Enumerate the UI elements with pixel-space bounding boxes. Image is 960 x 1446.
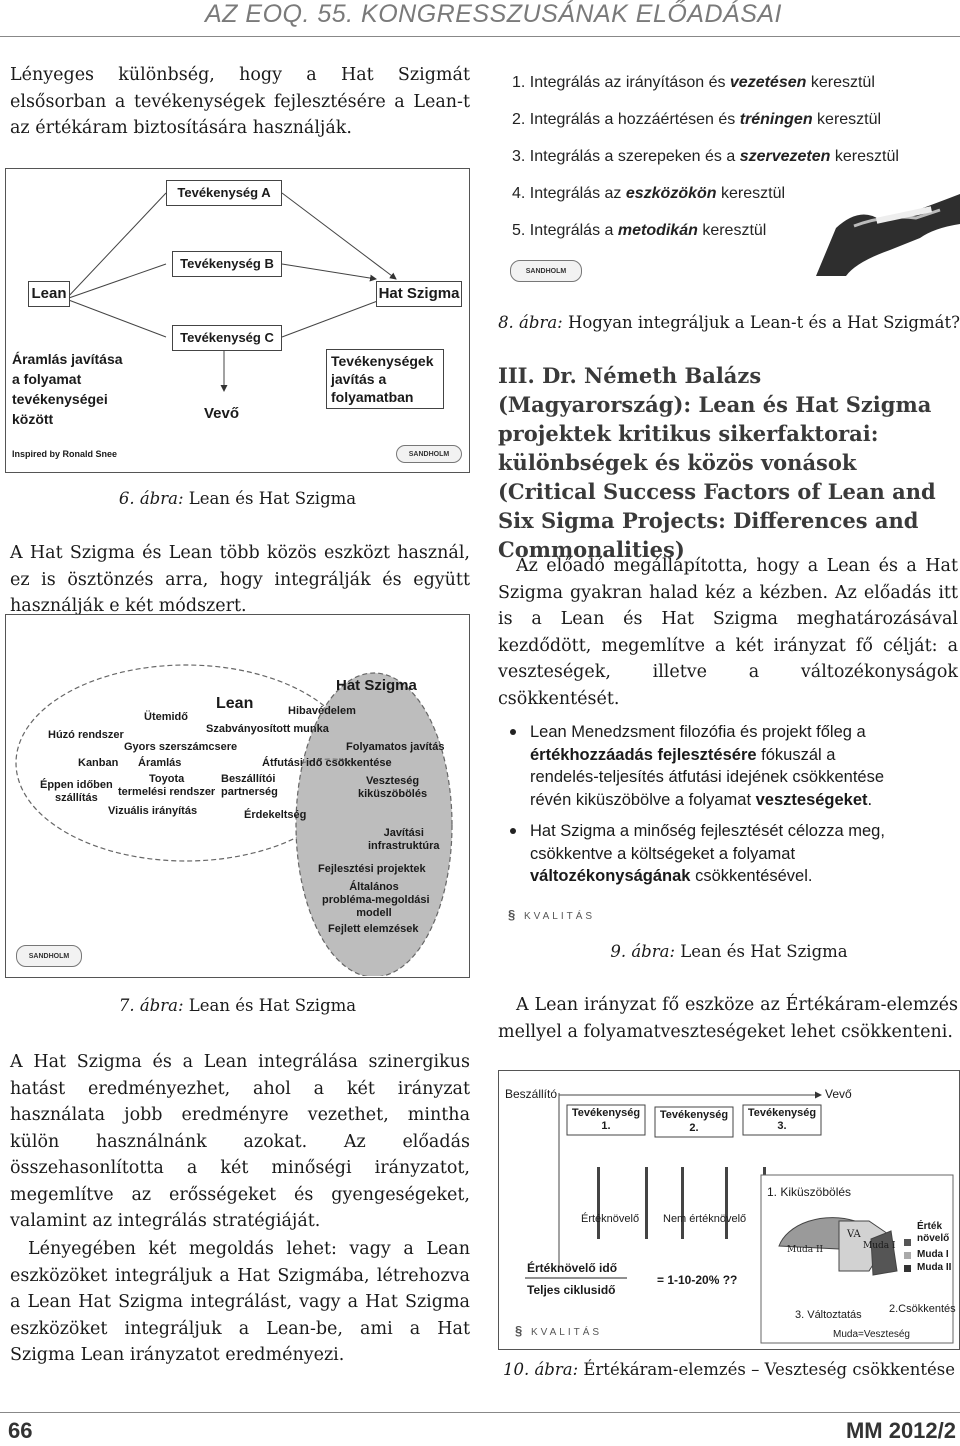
bullet-dot-2 bbox=[510, 828, 516, 834]
activity-c-box: Tevékenység C bbox=[172, 325, 282, 351]
handshake-image bbox=[816, 166, 960, 276]
paragraph-common-tools: A Hat Szigma és Lean több közös eszközt használ, ez is ösztönzés arra, hogy integrálják és együtt használják e két módszert. bbox=[10, 543, 470, 616]
just-in-time-label bbox=[40, 779, 113, 805]
huzo-label: Húzó rendszer bbox=[48, 729, 124, 741]
hat-szigma-box: Hat Szigma bbox=[376, 281, 462, 307]
figure-10 bbox=[498, 1070, 960, 1350]
b2-line-1: Hat Szigma a minőség fejlesztését célozza meg, bbox=[530, 822, 885, 840]
paragraph-synergy: A Hat Szigma és a Lean integrálása szinergikus hatást eredményezhet, ahol a két irányzat használata jobb eredményre vezethet, mintha külön használnánk azokat. Az előadás összehasonlította a két minőségi irányzatot, megemlítve az erősségeket és gyengeségeket, valamint az integrálás stratégiáját. bbox=[10, 1052, 470, 1231]
figure-6-caption-text: Lean és Hat Szigma bbox=[188, 489, 357, 508]
page-number: 66 bbox=[8, 1418, 33, 1443]
waste-elimination-label bbox=[358, 775, 427, 801]
szabvanyositott-label: Szabványosított munka bbox=[206, 723, 329, 735]
activity-improvement-box bbox=[326, 349, 444, 409]
lean-label: Lean bbox=[216, 695, 254, 712]
value-adding-label: Értéknövelő bbox=[581, 1213, 640, 1225]
sandholm-logo-7: SANDHOLM bbox=[16, 945, 82, 967]
utemido-label: Ütemidő bbox=[144, 711, 188, 723]
b1-line-3: rendelés-teljesítés átfutási idejének csökkentése bbox=[530, 768, 885, 786]
hat-szigma-label: Hat Szigma bbox=[336, 677, 417, 694]
integration-item-5: 5. Integrálás a metodikán keresztül bbox=[512, 222, 767, 239]
customer-label-10: Vevő bbox=[825, 1087, 852, 1101]
kvalitas-logo-10: § KVALITÁS bbox=[515, 1323, 603, 1338]
elimination-label: 1. Kiküszöbölés bbox=[767, 1185, 852, 1199]
muda1-label: Muda I bbox=[863, 1241, 896, 1251]
integration-item-1: 1. Integrálás az irányításon és vezetésen keresztül bbox=[512, 74, 875, 91]
figure-9 bbox=[498, 707, 960, 935]
flow-line-3: tevékenységei bbox=[12, 391, 108, 407]
problem-line-3: modell bbox=[356, 907, 392, 919]
improve-line-3: folyamatban bbox=[331, 389, 414, 405]
figure-6-caption bbox=[5, 489, 470, 508]
page-header-title: AZ EOQ. 55. KONGRESSZUSÁNAK ELŐADÁSAI bbox=[205, 0, 782, 28]
figure-7-caption-num: 7. ábra: bbox=[118, 996, 184, 1015]
flow-line-2: a folyamat bbox=[12, 371, 82, 387]
supplier-line-2: partnerség bbox=[221, 786, 278, 798]
infra-line-1: Javítási bbox=[383, 827, 424, 839]
figure-7 bbox=[5, 614, 470, 978]
b1-line-1: Lean Menedzsment filozófia és projekt főleg a bbox=[530, 723, 866, 741]
inspired-credit: Inspired by Ronald Snee bbox=[12, 449, 118, 459]
supplier-label: Beszállító bbox=[505, 1087, 558, 1101]
development-projects-label: Fejlesztési projektek bbox=[318, 863, 426, 875]
intro-paragraph: Lényeges különbség, hogy a Hat Szigmát elsősorban a tevékenységek fejlesztésére a Lean-t az értékáram biztosítására használják. bbox=[10, 65, 470, 138]
supplier-partnership-label bbox=[221, 773, 278, 799]
flow-line-1: Áramlás javítása bbox=[12, 351, 123, 367]
improve-line-2: javítás a bbox=[331, 371, 387, 387]
integration-item-3: 3. Integrálás a szerepeken és a szervezeten keresztül bbox=[512, 148, 899, 165]
non-value-adding-label: Nem értéknövelő bbox=[663, 1213, 747, 1225]
activity-1-box: Tevékenység 1. bbox=[571, 1107, 641, 1132]
section-heading: III. Dr. Németh Balázs (Magyarország): Lean és Hat Szigma projektek kritikus sikerfaktorai: különbségek és közös vonások (Critical Success Factors of Lean and Six Sigma Projects: Differences and Commonalities) bbox=[498, 363, 936, 562]
figure-8 bbox=[498, 54, 960, 299]
figure-7-caption bbox=[5, 996, 470, 1015]
muda-definition: Muda=Veszteség bbox=[833, 1329, 910, 1340]
figure-8-caption bbox=[498, 313, 960, 332]
improvement-infra-label bbox=[368, 827, 440, 853]
folyamatos-label: Folyamatos javítás bbox=[346, 741, 445, 753]
figure-10-caption-text: Értékáram-elemzés – Veszteség csökkentése bbox=[583, 1360, 956, 1379]
b1-bold-1: értékhozzáadás fejlesztésére bbox=[530, 745, 757, 764]
advanced-analysis-label: Fejlett elemzések bbox=[328, 923, 419, 935]
legend-muda2: Muda II bbox=[917, 1262, 952, 1273]
lean-bullet: Lean Menedzsment filozófia és projekt főleg a értékhozzáadás fejlesztésére fókuszál a rendelés-teljesítés átfutási idejének csökkentése révén kiküszöbölve a folyamat veszteségeket. bbox=[504, 721, 954, 811]
activity-2-box: Tevékenység 2. bbox=[659, 1109, 729, 1134]
toyota-line-2: termelési rendszer bbox=[118, 786, 216, 798]
infra-line-2: infrastruktúra bbox=[368, 840, 440, 852]
header-rule bbox=[0, 36, 960, 37]
figure-7-caption-text: Lean és Hat Szigma bbox=[188, 996, 357, 1015]
figure-9-caption bbox=[498, 942, 960, 961]
toyota-label bbox=[118, 773, 215, 799]
legend-value-adding: Érték növelő bbox=[917, 1221, 950, 1244]
waste-line-1: Veszteség bbox=[365, 775, 420, 787]
paragraph-hand-in-hand: Az előadó megállapította, hogy a Lean és a Hat Szigma gyakran halad kéz a kézben. Az előadás itt is a Lean és Hat Szigma meghatározásával kezdődött, megemlítve a két irányzat fő célját: a veszteségek, illetve a változékonyságok csökkentését. bbox=[498, 556, 958, 709]
total-cycle-time: Teljes ciklusidő bbox=[527, 1283, 616, 1297]
sandholm-logo-8: SANDHOLM bbox=[510, 260, 582, 282]
supplier-line-1: Beszállítói bbox=[221, 773, 276, 785]
just-in-time-line-2: szállítás bbox=[54, 792, 98, 804]
aramlas-label: Áramlás bbox=[138, 757, 182, 769]
problem-line-1: Általános bbox=[349, 881, 399, 893]
value-adding-time: Értéknövelő idő bbox=[527, 1261, 618, 1275]
paragraph-value-stream: A Lean irányzat fő eszköze az Értékáram-elemzés mellyel a folyamatveszteségeket lehet csökkenteni. bbox=[498, 995, 958, 1042]
kanban-label: Kanban bbox=[78, 757, 119, 769]
figure-8-caption-text: Hogyan integráljuk a Lean-t és a Hat Szigmát? bbox=[567, 313, 960, 332]
b2-bold: változékonyságának bbox=[530, 867, 691, 885]
reduction-label: 2.Csökkentés bbox=[889, 1303, 956, 1315]
b2-line-2: csökkentve a költségeket a folyamat bbox=[530, 844, 796, 863]
change-label: 3. Változtatás bbox=[795, 1309, 862, 1321]
integration-item-2: 2. Integrálás a hozzáértésen és tréningen keresztül bbox=[512, 111, 882, 128]
sandholm-logo: SANDHOLM bbox=[396, 445, 462, 463]
kvalitas-logo-9: § KVALITÁS bbox=[508, 907, 596, 922]
va-label: VA bbox=[847, 1229, 861, 1240]
activity-b-box: Tevékenység B bbox=[172, 251, 282, 277]
b1-bold-2: veszteségeket bbox=[755, 790, 868, 809]
journal-issue: MM 2012/2 bbox=[845, 1418, 956, 1443]
b2-line-3: csökkentésével. bbox=[690, 867, 813, 885]
figure-6-caption-num: 6. ábra: bbox=[118, 489, 184, 508]
customer-label: Vevő bbox=[204, 405, 240, 422]
activity-3-box: Tevékenység 3. bbox=[747, 1107, 817, 1132]
toyota-line-1: Toyota bbox=[148, 773, 185, 785]
figure-10-caption-num: 10. ábra: bbox=[502, 1360, 579, 1379]
ratio-label: = 1-10-20% ?? bbox=[657, 1273, 738, 1287]
bullet-dot-1 bbox=[510, 729, 516, 735]
b1-line-4: révén kiküszöbölve a folyamat bbox=[530, 790, 756, 809]
footer-rule bbox=[0, 1412, 960, 1413]
erdekeltseg-label: Érdekeltség bbox=[244, 809, 307, 821]
gyors-label: Gyors szerszámcsere bbox=[124, 741, 238, 753]
atfutasi-label: Átfutási idő csökkentése bbox=[262, 757, 392, 769]
activity-a-box: Tevékenység A bbox=[166, 180, 282, 206]
muda2-label: Muda II bbox=[787, 1245, 824, 1255]
just-in-time-line-1: Éppen időben bbox=[40, 779, 113, 791]
paragraph-two-solutions: Lényegében két megoldás lehet: vagy a Lean eszközöket integráljuk a Hat Szigmába, létrehozva a Lean Hat Szigma integrálást, vagy a Hat Szigma eszközöket integráljuk a Lean-be, ami a Hat Szigma Lean irányzatot eredményezi. bbox=[10, 1239, 470, 1365]
b1-line-2: fókuszál a bbox=[756, 745, 836, 764]
lean-box: Lean bbox=[28, 281, 70, 307]
six-sigma-bullet bbox=[504, 820, 954, 888]
figure-9-caption-num: 9. ábra: bbox=[610, 942, 676, 961]
legend-muda1: Muda I bbox=[917, 1249, 949, 1260]
flow-line-4: között bbox=[12, 411, 54, 427]
integration-item-4: 4. Integrálás az eszközökön keresztül bbox=[512, 185, 786, 202]
figure-10-caption bbox=[498, 1360, 960, 1379]
figure-9-caption-text: Lean és Hat Szigma bbox=[680, 942, 848, 961]
problem-solving-label bbox=[322, 881, 430, 920]
improve-line-1: Tevékenységek bbox=[331, 353, 434, 369]
figure-6 bbox=[5, 168, 470, 473]
figure-8-caption-num: 8. ábra: bbox=[498, 313, 563, 332]
problem-line-2: probléma-megoldási bbox=[322, 894, 430, 906]
waste-line-2: kiküszöbölés bbox=[358, 788, 428, 800]
visual-control-label: Vizuális irányítás bbox=[108, 805, 198, 817]
flow-improvement-text bbox=[12, 349, 123, 429]
hibavedelem-label: Hibavédelem bbox=[288, 705, 356, 717]
